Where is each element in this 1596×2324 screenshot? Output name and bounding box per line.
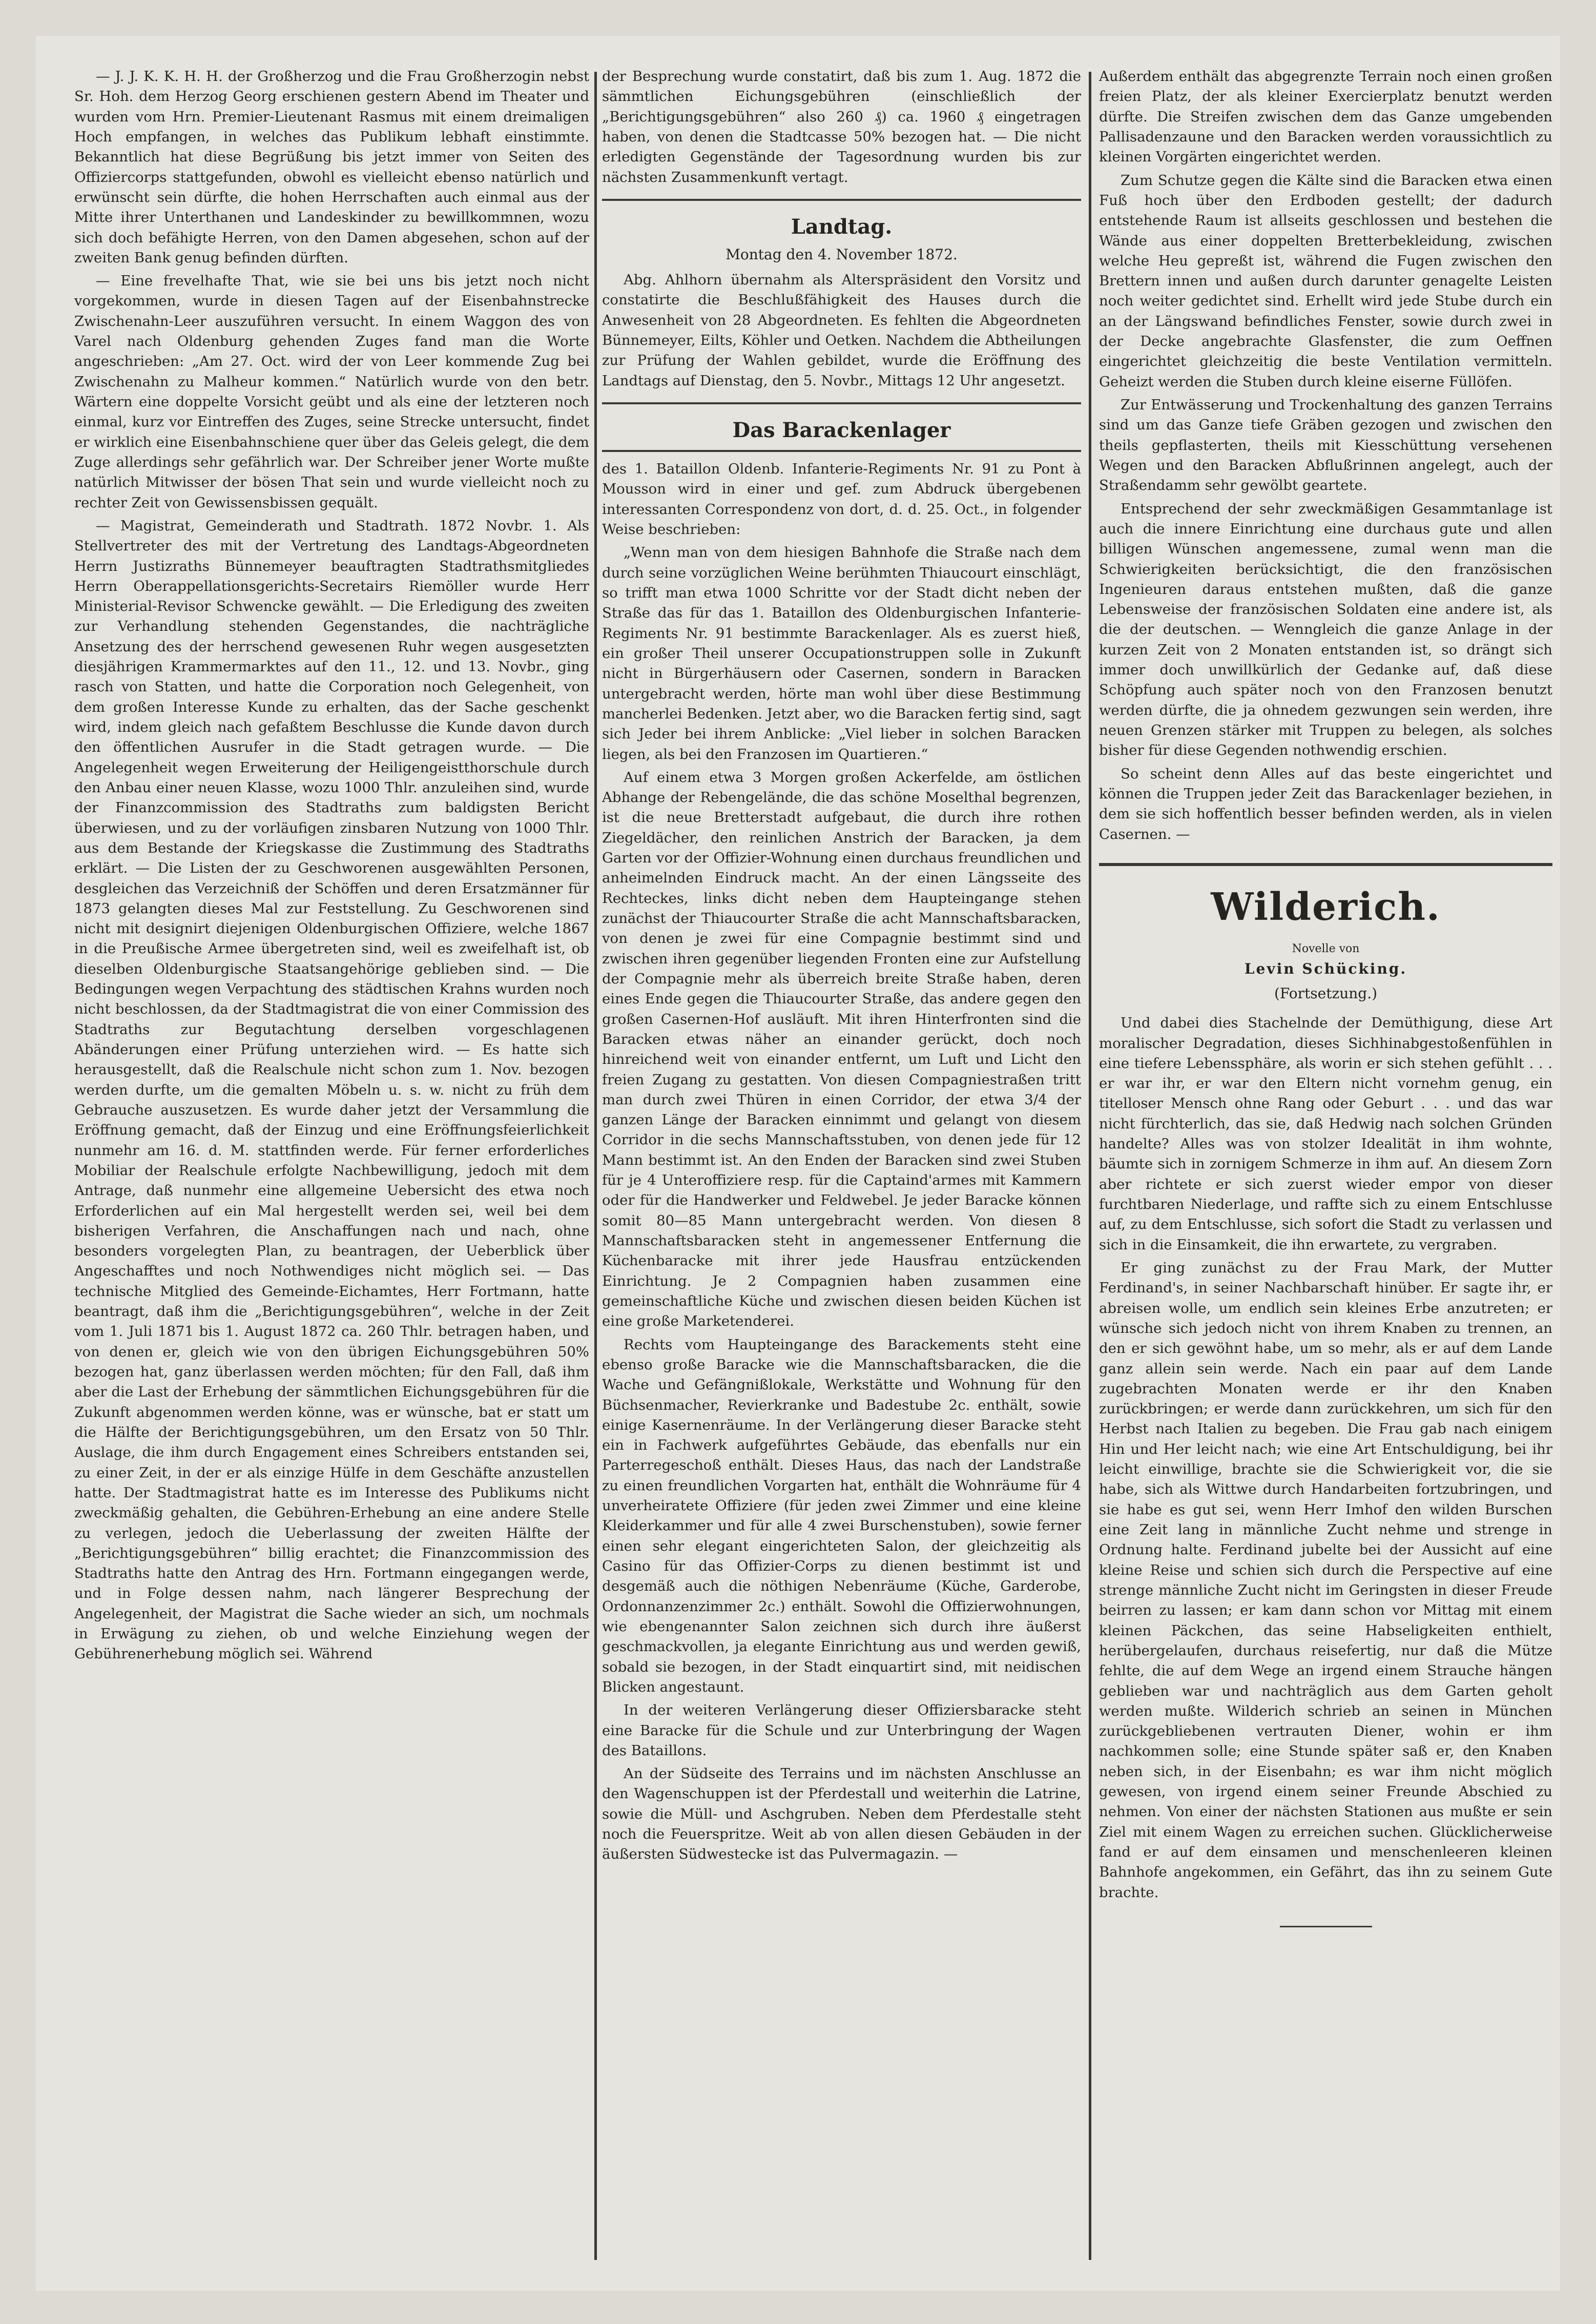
barackenlager-continued: Zum Schutze gegen die Kälte sind die Baracken etwa einen Fuß hoch über den Erdboden gestellt; der dadurch entstehende Raum ist allseits geschlossen und bestehen die Wände aus einer doppelten Bretterbekleidung, zwischen welche Heu gepreßt ist, während die Fugen zwischen den Brettern innen und außen durch darunter genagelte Leisten noch weiter gedichtet sind. Erhellt wird jede Stube durch ein an der Längswand befindliches Fenster, sowie durch zwei in der Decke angebrachte Glasfenster, die zum Oeffnen eingerichtet gleichzeitig die beste Ventilation vermitteln. Geheizt werden die Stuben durch kleine eiserne Füllöfen. <box>1099 172 1552 390</box>
landtag-date: Montag den 4. November 1872. <box>726 246 958 263</box>
end-rule <box>1099 1913 1552 1933</box>
barackenlager-continued: So scheint denn Alles auf das beste eingerichtet und können die Truppen jeder Zeit das Barackenlager beziehen, in dem sie sich hoffentlich besser befinden werden, als in vielen Casernen. — <box>1099 765 1552 842</box>
column-middle <box>602 67 1081 2270</box>
article-council-continuation: der Besprechung wurde constatirt, daß bis zum 1. Aug. 1872 die sämmtlichen Eichungsgebühren (einschließlich der „Berichtigungsgebühren“ also 260 ₰) ca. 1960 ₰ eingetragen haben, von denen die Stadtcasse 50% bezogen hat. — Die nicht erledigten Gegenstände der Tagesordnung wurden bis zur nächsten Zusammenkunft vertagt. <box>602 68 1081 186</box>
barackenlager-paragraph: Auf einem etwa 3 Morgen großen Ackerfelde, am östlichen Abhange der Rebengelände, die das schöne Moselthal begrenzen, ist die neue Bretterstadt aufgebaut, die durch ihre rothen Ziegeldächer, den reinlichen Anstrich der Baracken, ja dem Garten vor der Offizier-Wohnung einen durchaus freundlichen und anheimelnden Eindruck macht. An der einen Längsseite des Rechteckes, links dicht neben dem Haupteingange stehen zunächst der Thiaucourter Straße die acht Mannschaftsbaracken, von denen je zwei für eine Compagnie bestimmt sind und zwischen ihren gegenüber liegenden Fronten eine zur Aufstellung der Compagnie mehr als überreich breite Straße haben, deren eines Ende gegen die Thiaucourter Straße, das andere gegen den großen Casernen-Hof ausläuft. Mit ihren Hinterfronten sind die Baracken etwas näher an einander gerückt, doch noch hinreichend weit von einander entfernt, um Luft und Licht den freien Zugang zu gestatten. Von diesen Compagniestraßen tritt man durch zwei Thüren in einen Corridor, der etwa 3/4 der ganzen Länge der Baracken einnimmt und gelangt von diesem Corridor in die sechs Mannschaftsstuben, von denen jede für 12 Mann bestimmt ist. An den Enden der Baracken sind zwei Stuben für je 4 Unteroffiziere resp. für die Captaind'armes mit Kammern oder für die Handwerker und Feldwebel. Je jeder Baracke können somit 80—85 Mann untergebracht werden. Von diesen 8 Mannschaftsbaracken steht in angemessener Entfernung die Küchenbaracke mit ihrer jede Hausfrau entzückenden Einrichtung. Je 2 Compagnien haben zusammen eine gemeinschaftliche Küche und zwischen diesen beiden Küchen ist eine große Marketenderei. <box>602 769 1081 1330</box>
novel-continuation-note: (Fortsetzung.) <box>1274 985 1378 1002</box>
landtag-heading: Landtag. <box>791 214 893 239</box>
column-rule-2 <box>1089 72 1091 2260</box>
feuilleton-divider <box>1099 863 1552 866</box>
novel-subtitle: Novelle von <box>1292 942 1360 955</box>
article-city-council: — Magistrat, Gemeinderath und Stadtrath. 1872 Novbr. 1. Als Stellvertreter des mit der Vertretung des Landtags-Abgeordneten Herrn Justizraths Bünnemeyer beauftragten Stadtrathsmitgliedes Herrn Oberappellationsgerichts-Secretairs Riemöller wurde Herr Ministerial-Revisor Schwencke gewählt. — Die Erledigung des zweiten zur Verhandlung stehenden Gegenstandes, die nachträgliche Ansetzung des der herrschend gewesenen Ruhr wegen ausgesetzten diesjährigen Krammermarktes auf den 11., 12. und 13. Novbr., ging rasch von Statten, und hatte die Corporation noch Gelegenheit, von dem großen Interesse Kunde zu erhalten, das der Sache geschenkt wird, indem gleich nach gefaßtem Beschlusse die Kunde davon durch den öffentlichen Ausrufer in die Stadt getragen wurde. — Die Angelegenheit wegen Erweiterung der Heiligengeistthorschule durch den Anbau einer neuen Klasse, wozu 1000 Thlr. anzuleihen sind, wurde der Finanzcommission des Stadtraths zum baldigsten Bericht überwiesen, und zu der vorläufigen zinsbaren Nutzung von 1000 Thlr. aus dem Bestande der Kriegskasse die Zustimmung des Stadtraths erklärt. — Die Listen der zu Geschworenen ausgewählten Personen, desgleichen das Verzeichniß der Schöffen und deren Ersatzmänner für 1873 gelangten dieses Mal zur Feststellung. Zu Geschworenen sind nicht mit designirt diejenigen Oldenburgischen Offiziere, welche 1867 in die Preußische Armee übergetreten sind, weil es zweifelhaft ist, ob dieselben Oldenburgische Staatsangehörige geblieben sind. — Die Bedingungen wegen Verpachtung des städtischen Krahns wurden noch nicht beschlossen, da der Stadtmagistrat die von einer Commission des Stadtraths zur Begutachtung derselben vorgeschlagenen Abänderungen einer Prüfung unterziehen wird. — Es hatte sich herausgestellt, daß die Realschule nicht schon zum 1. Nov. bezogen werden durfte, um die gemalten Möbeln u. s. w. nicht zu früh dem Gebrauche auszusetzen. Es wurde daher jetzt der Versammlung die Eröffnung gemacht, daß der Einzug und eine Eröffnungsfeierlichkeit nunmehr am 16. d. M. stattfinden werde. Für ferner erforderliches Mobiliar der Realschule erfolgte Nachbewilligung, jedoch mit dem Antrage, daß nunmehr eine allgemeine Uebersicht des etwa noch Erforderlichen auf ein Mal hergestellt werden sei, weil bei dem bisherigen Verfahren, die Anschaffungen nach und nach, ohne besonders vorgelegten Plan, zu beantragen, der Ueberblick über Angeschafftes und noch Nothwendiges nicht möglich sei. — Das technische Mitglied des Gemeinde-Eichamtes, Herr Fortmann, hatte beantragt, daß ihm die „Berichtigungsgebühren“, welche in der Zeit vom 1. Juli 1871 bis 1. August 1872 ca. 260 Thlr. betragen haben, und von denen er, gleich wie von den übrigen Eichungsgebühren 50% bezogen hat, ganz überlassen werden möchten; für den Fall, daß ihm aber die Last der Erhebung der sämmtlichen Eichungsgebühren für die Zukunft abgenommen werden könne, was er wünsche, bat er statt um die Hälfte der Berichtigungsgebühren, um den Ersatz von 50 Thlr. Auslage, die ihm durch Engagement eines Schreibers entstanden sei, zu einer Zeit, in der er als einzige Hülfe in dem Geschäfte anzustellen hatte. Der Stadtmagistrat hatte es im Interesse des Publikums nicht zweckmäßig gehalten, die Gebühren-Erhebung an eine andere Stelle zu verlegen, jedoch die Ueberlassung der zweiten Hälfte der „Berichtigungsgebühren“ billig erachtet; die Finanzcommission des Stadtraths hatte den Antrag des Hrn. Fortmann eingegangen werde, und in Folge dessen nahm, nach längerer Besprechung der Angelegenheit, der Magistrat die Sache wieder an sich, um nochmals in Erwägung zu ziehen, ob und welche Einziehung wegen der Gebührenerhebung möglich sei. Während <box>74 517 589 1662</box>
barackenlager-continued: Entsprechend der sehr zweckmäßigen Gesammtanlage ist auch die innere Einrichtung eine durchaus gute und allen billigen Wünschen angemessene, zumal wenn man die Schwierigkeiten berücksichtigt, die den französischen Ingenieuren daraus entstehen mußten, daß die ganze Lebensweise der französischen Soldaten eine andere ist, als die der deutschen. — Wenngleich die ganze Anlage in der kurzen Zeit von 2 Monaten entstanden ist, so drängt sich immer doch unwillkürlich der Gedanke auf, daß diese Schöpfung auch später noch von den Franzosen benutzt werden dürfte, die ja ohnedem gezwungen sein werden, ihre neuen Grenzen stärker mit Truppen zu belegen, als solches bisher für diese Gegenden nothwendig erschien. <box>1099 500 1552 759</box>
barackenlager-paragraph: „Wenn man von dem hiesigen Bahnhofe die Straße nach dem durch seine vorzüglichen Weine berühmten Thiaucourt einschlägt, so trifft man etwa 1000 Schritte vor der Stadt dicht neben der Straße das für das 1. Bataillon des Oldenburgischen Infanterie-Regiments Nr. 91 bestimmte Barackenlager. Als es zuerst hieß, ein großer Theil unserer Occupationstruppen solle in Zukunft nicht in Bürgerhäusern oder Casernen, sondern in Baracken untergebracht werden, hörte man wohl über diese Bestimmung mancherlei Bedenken. Jetzt aber, wo die Baracken fertig sind, sagt sich Jeder bei ihrem Anblicke: „Viel lieber in solchen Baracken liegen, als bei den Franzosen im Quartieren.“ <box>602 544 1081 763</box>
barackenlager-paragraph: des 1. Bataillon Oldenb. Infanterie-Regiments Nr. 91 zu Pont à Mousson wird in einer und gef. zum Abdruck übergebenen interessanten Correspondenz von dort, d. d. 25. Oct., in folgender Weise beschrieben: <box>602 461 1081 538</box>
barackenlager-paragraph: In der weiteren Verlängerung dieser Offiziersbaracke steht eine Baracke für die Schule und zur Unterbringung der Wagen des Bataillons. <box>602 1702 1081 1759</box>
section-divider <box>602 402 1081 404</box>
column-right <box>1099 67 1552 2270</box>
section-divider <box>602 450 1081 452</box>
barackenlager-paragraph: Rechts vom Haupteingange des Barackements steht eine ebenso große Baracke wie die Mannschaftsbaracken, die die Wache und Gefängnißlokale, Werkstätte und Wohnung für den Büchsenmacher, Revierkranke und Badestube 2c. enthält, sowie einige Kasernenräume. In der Verlängerung dieser Baracke steht ein in Fachwerk aufgeführtes Gebäude, das ebenfalls nur ein Parterregeschoß enthält. Dieses Haus, das nach der Landstraße zu einen freundlichen Vorgarten hat, enthält die Wohnräume für 4 unverheiratete Offiziere (für jeden zwei Zimmer und eine kleine Kleiderkammer und für alle 4 zwei Burschenstuben), sowie ferner einen sehr elegant eingerichteten Salon, der gleichzeitig als Casino für das Offizier-Corps zu dienen bestimmt ist und desgemäß auch die nöthigen Nebenräume (Küche, Garderobe, Ordonnanzenzimmer 2c.) enthält. Sowohl die Offizierwohnungen, wie ebengenannter Salon zeichnen sich durch ihre äußerst geschmackvollen, ja elegante Einrichtung aus und werden gewiß, sobald sie bezogen, in der Stadt einquartirt sind, mit neidischen Blicken angestaunt. <box>602 1336 1081 1695</box>
barackenlager-heading: Das Barackenlager <box>732 418 951 442</box>
newspaper-page <box>36 36 1560 2291</box>
barackenlager-continued: Außerdem enthält das abgegrenzte Terrain noch einen großen freien Platz, der als kleiner Exercierplatz benutzt werden dürfte. Die Streifen zwischen dem das Ganze umgebenden Pallisadenzaune und den Baracken werden voraussichtlich zu kleinen Vorgärten eingerichtet werden. <box>1099 68 1552 166</box>
novel-paragraph: Und dabei dies Stachelnde der Demüthigung, diese Art moralischer Degradation, dieses Sichhinabgestoßenfühlen in eine tiefere Lebenssphäre, als worin er sich stehen gefühlt . . . er war ihr, er war den Eltern nicht vornehm genug, ein titelloser Mensch ohne Rang oder Geburt . . . und das war nicht fürchterlich, das sie, daß Hedwig nach solchen Gründen handelte? Alles was von stolzer Idealität in ihm wohnte, bäumte sich in zornigem Schmerze in ihm auf. An diesem Zorn aber richtete er sich zuerst wieder empor von dieser furchtbaren Niederlage, und raffte sich zu einem Entschlusse auf, zu dem Entschlusse, sich sofort die Stadt zu verlassen und sich in die Einsamkeit, die ihn erwartete, zu vergraben. <box>1099 1015 1552 1253</box>
article-railway-crime: — Eine frevelhafte That, wie sie bei uns bis jetzt noch nicht vorgekommen, wurde in diesen Tagen auf der Eisenbahnstrecke Zwischenahn-Leer auszuführen versucht. In einem Waggon des von Varel nach Oldenburg gehenden Zuges fand man die Worte angeschrieben: „Am 27. Oct. wird der von Leer kommende Zug bei Zwischenahn zu Malheur kommen.“ Natürlich wurde von den betr. Wärtern eine doppelte Vorsicht geübt und als eine der letzteren noch einmal, kurz vor Eintreffen des Zuges, seine Strecke untersucht, findet er wirklich eine Eisenbahnschiene quer über das Geleis gelegt, die dem Zuge allerdings sehr gefährlich war. Der Schreiber jener Worte mußte natürlich Mitwisser der bösen That sein und wurde vielleicht noch zu rechter Zeit von Gewissensbissen gequält. <box>74 273 589 511</box>
column-left <box>74 67 589 2270</box>
section-divider <box>602 199 1081 201</box>
landtag-text: Abg. Ahlhorn übernahm als Alterspräsident den Vorsitz und constatirte die Beschlußfähigkeit des Hauses durch die Anwesenheit von 28 Abgeordneten. Es fehlten die Abgeordneten Bünnemeyer, Eilts, Köhler und Oetken. Nachdem die Abtheilungen zur Prüfung der Wahlen gebildet, wurde die Eröffnung des Landtags auf Dienstag, den 5. Novbr., Mittags 12 Uhr angesetzt. <box>602 272 1081 389</box>
barackenlager-paragraph: An der Südseite des Terrains und im nächsten Anschlusse an den Wagenschuppen ist der Pferdestall und weiterhin die Latrine, sowie die Müll- und Aschgruben. Neben dem Pferdestalle steht noch die Feuerspritze. Weit ab von allen diesen Gebäuden in der äußersten Südwestecke ist das Pulvermagazin. — <box>602 1765 1081 1863</box>
novel-title: Wilderich. <box>1211 885 1441 929</box>
article-grand-duke: — J. J. K. K. H. H. der Großherzog und die Frau Großherzogin nebst Sr. Hoh. dem Herzog Georg erschienen gestern Abend im Theater und wurden vom Hrn. Premier-Lieutenant Rasmus mit einem dreimaligen Hoch empfangen, in welches das Publikum lebhaft einstimmte. Bekanntlich hat diese Begrüßung bis jetzt immer von Seiten des Offiziercorps stattgefunden, obwohl es vielleicht ebenso natürlich und erwünscht sein dürfte, die hohen Herrschaften auch einmal aus der Mitte ihrer Unterthanen und Landeskinder zu bewillkommnen, wozu sich doch befähigte Herren, von den Damen abgesehen, schon auf der zweiten Bank genug befinden dürften. <box>74 68 589 266</box>
barackenlager-continued: Zur Entwässerung und Trockenhaltung des ganzen Terrains sind um das Ganze tiefe Gräben gezogen und zwischen den theils gepflasterten, theils mit Kiesschüttung versehenen Wegen und den Baracken Abflußrinnen angelegt, auch der Straßendamm sehr gewölbt geartete. <box>1099 397 1552 494</box>
column-rule-1 <box>594 72 597 2260</box>
novel-author: Levin Schücking. <box>1244 960 1407 978</box>
novel-paragraph: Er ging zunächst zu der Frau Mark, der Mutter Ferdinand's, in seiner Nachbarschaft hinüber. Er sagte ihr, er abreisen wolle, um endlich sein kleines Erbe anzutreten; er wünsche sich jedoch nicht von ihrem Knaben zu trennen, an den er sich gewöhnt habe, um so mehr, als er auf dem Lande ganz allein sein werde. Nach ein paar auf dem Lande zugebrachten Monaten werde er ihr den Knaben zurückbringen; er werde dann zurückkehren, um sich für den Herbst nach Italien zu begeben. Die Frau gab nach einigem Hin und Her leicht nach; wie eine Art Entschuldigung, bei ihr leicht einwillige, brachte sie die Schwierigkeit vor, die sie habe, sich als Wittwe durch Handarbeiten fortzubringen, und sie habe es gut sei, wenn Herr Imhof den wilden Burschen eine Zeit lang in männliche Zucht nehme und strenge in Ordnung halte. Ferdinand jubelte bei der Aussicht auf eine kleine Reise und schien sich durch die Perspective auf eine strenge männliche Zucht nicht im Geringsten in dieser Freude beirren zu lassen; er kam dann schon vor Mittag mit einem kleinen Päckchen, das seine Habseligkeiten enthielt, herübergelaufen, durchaus reisefertig, nur daß die Mütze fehlte, die auf dem Wege an irgend einem Strauche hängen geblieben war und nachträglich aus dem Garten geholt werden mußte. Wilderich schrieb an seinen in München zurückgebliebenen vertrauten Diener, wohin er ihm nachkommen solle; eine Stunde später saß er, den Knaben neben sich, in der Eisenbahn; es war ihm nicht möglich gewesen, von irgend einem seiner Freunde Abschied zu nehmen. Von einer der nächsten Stationen aus mußte er sein Ziel mit einem Wagen zu erreichen suchen. Glücklicherweise fand er auf dem einsamen und menschenleeren kleinen Bahnhofe angekommen, ein Gefährt, das ihn zu seinem Gute brachte. <box>1099 1259 1552 1901</box>
